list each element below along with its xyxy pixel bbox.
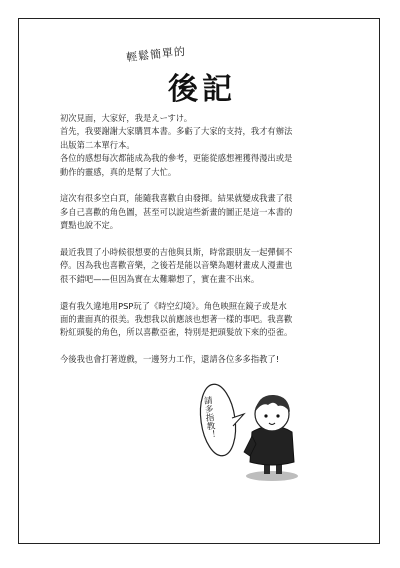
text-line: 動作的靈感，真的是幫了大忙。: [60, 166, 177, 177]
text-line: 很不錯吧——但因為實在太難聯想了，實在畫不出來。: [60, 273, 260, 284]
text-line: 這次有很多空白頁，能隨我喜歡自由發揮。結果就變成我畫了很: [60, 193, 293, 204]
character-eye: [264, 414, 267, 417]
text-line: 首先，我要謝謝大家購買本書。多虧了大家的支持，我才有辦法: [60, 126, 293, 137]
text-line: 面的畫面真的很美。我想我以前應該也想著一樣的事吧。我喜歡: [60, 314, 293, 325]
text-line: 多自己喜歡的角色圖，甚至可以說這些新畫的圖正是這一本書的: [60, 206, 293, 217]
paragraph-closing: [60, 353, 342, 366]
text-line: 出版第二本單行本。: [60, 139, 135, 150]
text-line: 粉紅頭髮的角色，所以喜歡亞雀，特別是把頭髮放下來的亞雀。: [60, 327, 293, 338]
afterword-subtitle: 輕鬆簡單的: [125, 44, 187, 65]
text-line: 最近我買了小時候很想要的吉他與貝斯，時常跟朋友一起彈個不: [60, 247, 293, 258]
afterword-body: [60, 112, 342, 380]
text-line: 停。因為我也喜歡音樂，之後若是能以音樂為題材畫成人漫畫也: [60, 260, 293, 271]
afterword-title: 後記: [168, 72, 236, 107]
speech-bubble-text: 請多指教！: [201, 395, 217, 440]
character-hoodie: [250, 426, 294, 465]
text-line: 各位的感想每次都能成為我的參考，更能從感想裡獲得漫出或是: [60, 153, 293, 164]
text-line: 今後我也會打著遊戲，一邊努力工作，還請各位多多指教了!: [60, 354, 280, 365]
paragraph-blank-pages: [60, 192, 342, 232]
paragraph-music: [60, 246, 342, 286]
text-line: 初次見面，大家好，我是えーすけ。: [60, 113, 193, 123]
text-line: 賣點也說不定。: [60, 220, 119, 231]
character-shadow: [246, 471, 298, 481]
paragraph-intro: [60, 112, 342, 179]
paragraph-games: [60, 300, 342, 340]
text-line: 還有我久違地用PSP玩了《時空幻境》。角色映照在鏡子或是水: [60, 300, 287, 311]
character-eye: [276, 414, 279, 417]
